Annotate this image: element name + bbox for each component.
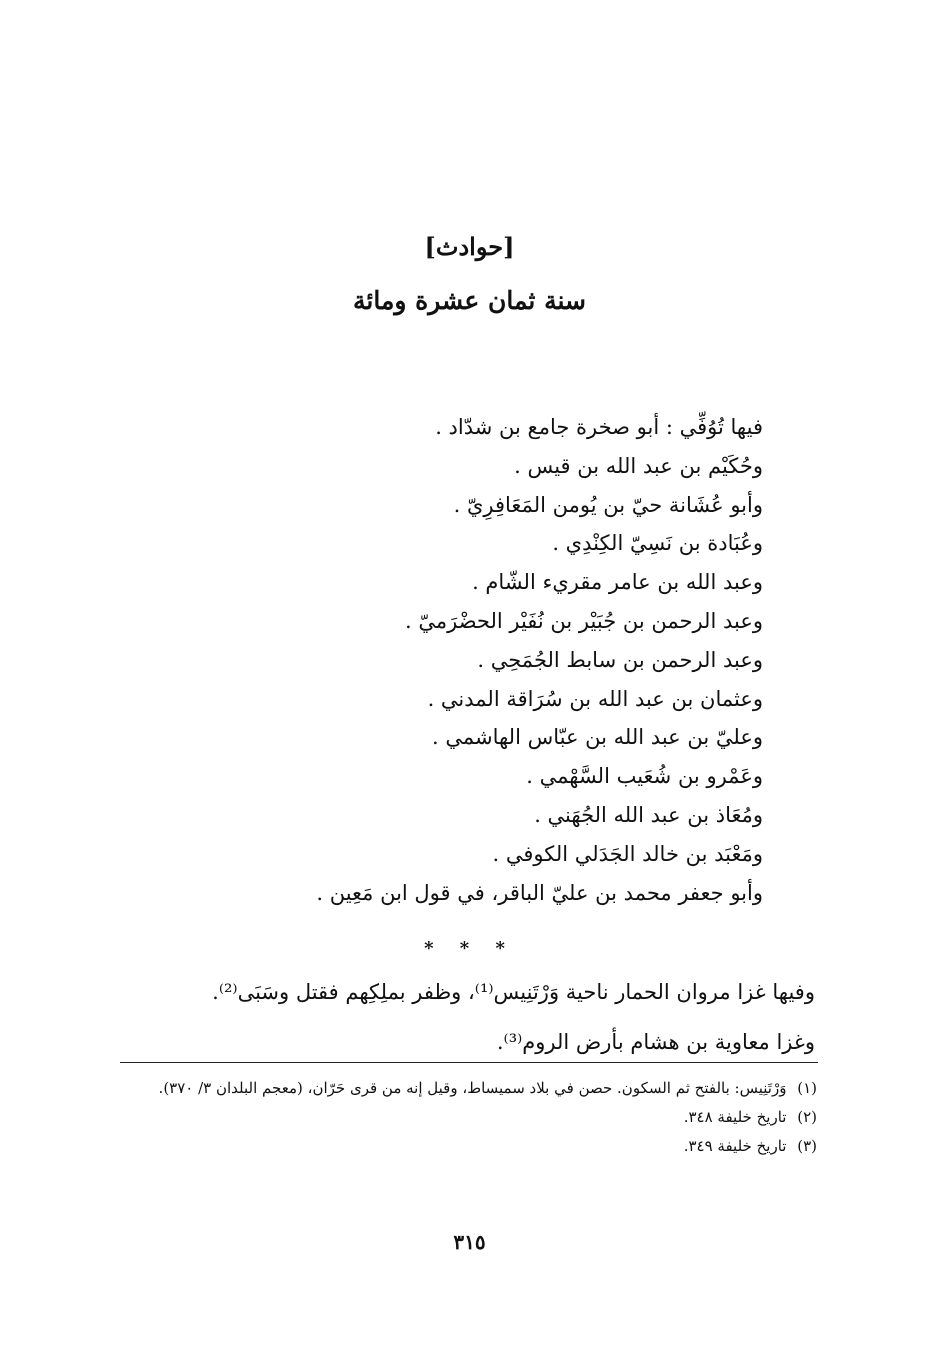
- page-number: ٣١٥: [453, 1230, 486, 1254]
- footnote-text: وَرْتَنِيس: بالفتح ثم السكون. حصن في بلاد سميساط، وقيل إنه من قرى حَرّان، (معجم البلدان ٣/ ٣٧٠).: [158, 1079, 787, 1097]
- death-entry: وعثمان بن عبد الله بن سُرَاقة المدني .: [427, 686, 763, 711]
- footnote-number: (١): [797, 1079, 817, 1097]
- death-entry: وعَمْرو بن شُعَيب السَّهْمي .: [526, 764, 763, 789]
- death-entry: فيها تُوُفِّي : أبو صخرة جامع بن شدّاد .: [435, 415, 763, 439]
- death-entry: وأبو عُشَانة حيّ بن يُومن المَعَافِرِيّ .: [453, 492, 763, 517]
- footnotes-list: [117, 1074, 817, 1161]
- year-heading: سنة ثمان عشرة ومائة: [353, 286, 586, 315]
- event-paragraph: وفيها غزا مروان الحمار ناحية وَرْتَنِيس⁽¹⁾، وظفر بملِكِهم فقتل وسَبَى⁽²⁾.: [212, 980, 815, 1004]
- footnote-number: (٣): [797, 1137, 817, 1155]
- death-entry: وعبد الرحمن بن جُبَيْر بن نُفَيْر الحضْرَميّ .: [405, 608, 763, 633]
- deaths-list: [203, 408, 763, 912]
- death-entry: ومُعَاذ بن عبد الله الجُهَني .: [534, 802, 763, 827]
- death-entry: وأبو جعفر محمد بن عليّ الباقر، في قول ابن مَعِين .: [316, 880, 763, 905]
- footnote: [117, 1103, 817, 1132]
- death-entry: وعبد الله بن عامر مقريء الشّام .: [472, 570, 763, 595]
- death-entry: ومَعْبَد بن خالد الجَدَلي الكوفي .: [492, 841, 763, 866]
- death-entry: وحُكَيْم بن عبد الله بن قيس .: [514, 453, 763, 478]
- death-entry: وعُبَادة بن نَسِيّ الكِنْدِي .: [552, 531, 763, 556]
- footnote-text: تاريخ خليفة ٣٤٨.: [683, 1108, 787, 1126]
- footnote: [117, 1132, 817, 1161]
- footnote: [117, 1074, 817, 1103]
- death-entry: وعبد الرحمن بن سابط الجُمَحِي .: [477, 647, 763, 672]
- footnote-divider: [120, 1062, 818, 1063]
- footnote-number: (٢): [797, 1108, 817, 1126]
- section-heading: [حوادث]: [424, 232, 515, 261]
- section-separator: * * *: [424, 938, 515, 959]
- footnote-text: تاريخ خليفة ٣٤٩.: [683, 1137, 787, 1155]
- death-entry: وعليّ بن عبد الله بن عبّاس الهاشمي .: [432, 725, 763, 750]
- event-paragraph: وغزا معاوية بن هشام بأرض الروم⁽³⁾.: [496, 1030, 815, 1054]
